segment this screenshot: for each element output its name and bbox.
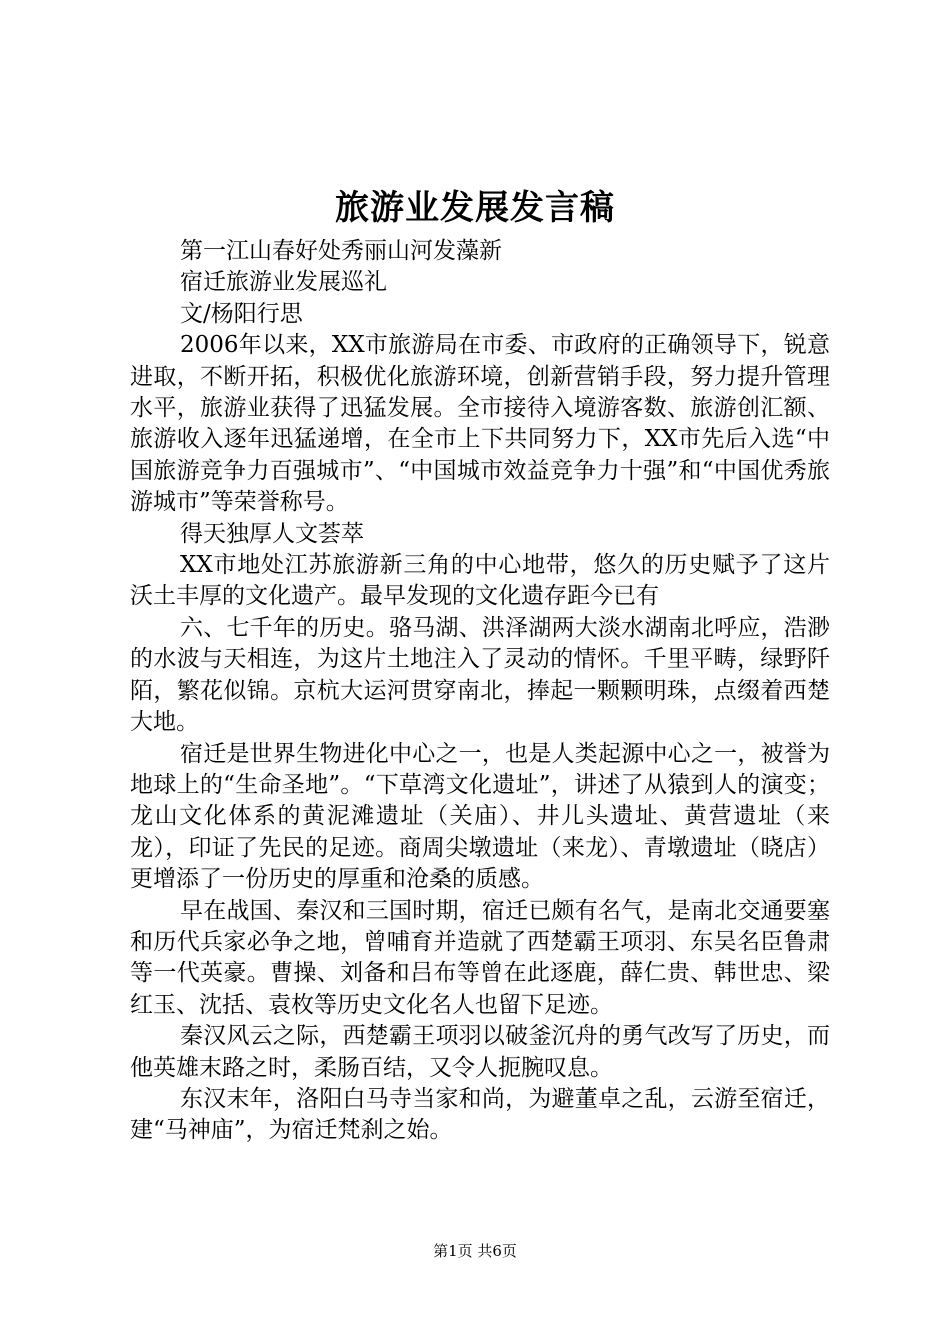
document-body	[130, 236, 830, 1147]
paragraph-subtitle: 第一江山春好处秀丽山河发藻新	[180, 238, 502, 264]
paragraph: XX市地处江苏旅游新三角的中心地带，悠久的历史赋予了这片沃土丰厚的文化遗产。最早发现的文化遗存距今已有	[130, 552, 830, 610]
paragraph: 2006年以来，XX市旅游局在市委、市政府的正确领导下，锐意进取，不断开拓，积极优化旅游环境，创新营销手段，努力提升管理水平，旅游业获得了迅猛发展。全市接待入境游客数、旅游创汇额、旅游收入逐年迅猛递增，在全市上下共同努力下，XX市先后入选“中国旅游竞争力百强城市”、“中国城市效益竞争力十强”和“中国优秀旅游城市”等荣誉称号。	[130, 332, 830, 516]
paragraph: 六、七千年的历史。骆马湖、洪泽湖两大淡水湖南北呼应，浩渺的水波与天相连，为这片土地注入了灵动的情怀。千里平畴，绿野阡陌，繁花似锦。京杭大运河贯穿南北，捧起一颗颗明珠，点缀着西楚大地。	[130, 614, 830, 736]
paragraph-section-heading: 得天独厚人文荟萃	[180, 520, 364, 547]
document-title: 旅游业发展发言稿	[335, 188, 615, 228]
paragraph-heading: 宿迁旅游业发展巡礼	[180, 269, 387, 296]
paragraph: 秦汉风云之际，西楚霸王项羽以破釜沉舟的勇气改写了历史，而他英雄末路之时，柔肠百结，又令人扼腕叹息。	[130, 1023, 830, 1081]
paragraph: 早在战国、秦汉和三国时期，宿迁已颇有名气，是南北交通要塞和历代兵家必争之地，曾哺育并造就了西楚霸王项羽、东吴名臣鲁肃等一代英豪。曹操、刘备和吕布等曾在此逐鹿，薛仁贵、韩世忠、梁红玉、沈括、袁枚等历史文化名人也留下足迹。	[130, 897, 830, 1018]
page-number-footer: 第1页 共6页	[433, 1242, 517, 1260]
paragraph: 宿迁是世界生物进化中心之一，也是人类起源中心之一，被誉为地球上的“生命圣地”。“下草湾文化遗址”，讲述了从猿到人的演变；龙山文化体系的黄泥滩遗址（关庙）、井儿头遗址、黄营遗址（来龙），印证了先民的足迹。商周尖墩遗址（来龙）、青墩遗址（晓店）更增添了一份历史的厚重和沧桑的质感。	[130, 740, 830, 893]
paragraph-author: 文/杨阳行思	[180, 300, 303, 327]
paragraph: 东汉末年，洛阳白马寺当家和尚，为避董卓之乱，云游至宿迁，建“马神庙”，为宿迁梵刹之始。	[130, 1085, 830, 1144]
